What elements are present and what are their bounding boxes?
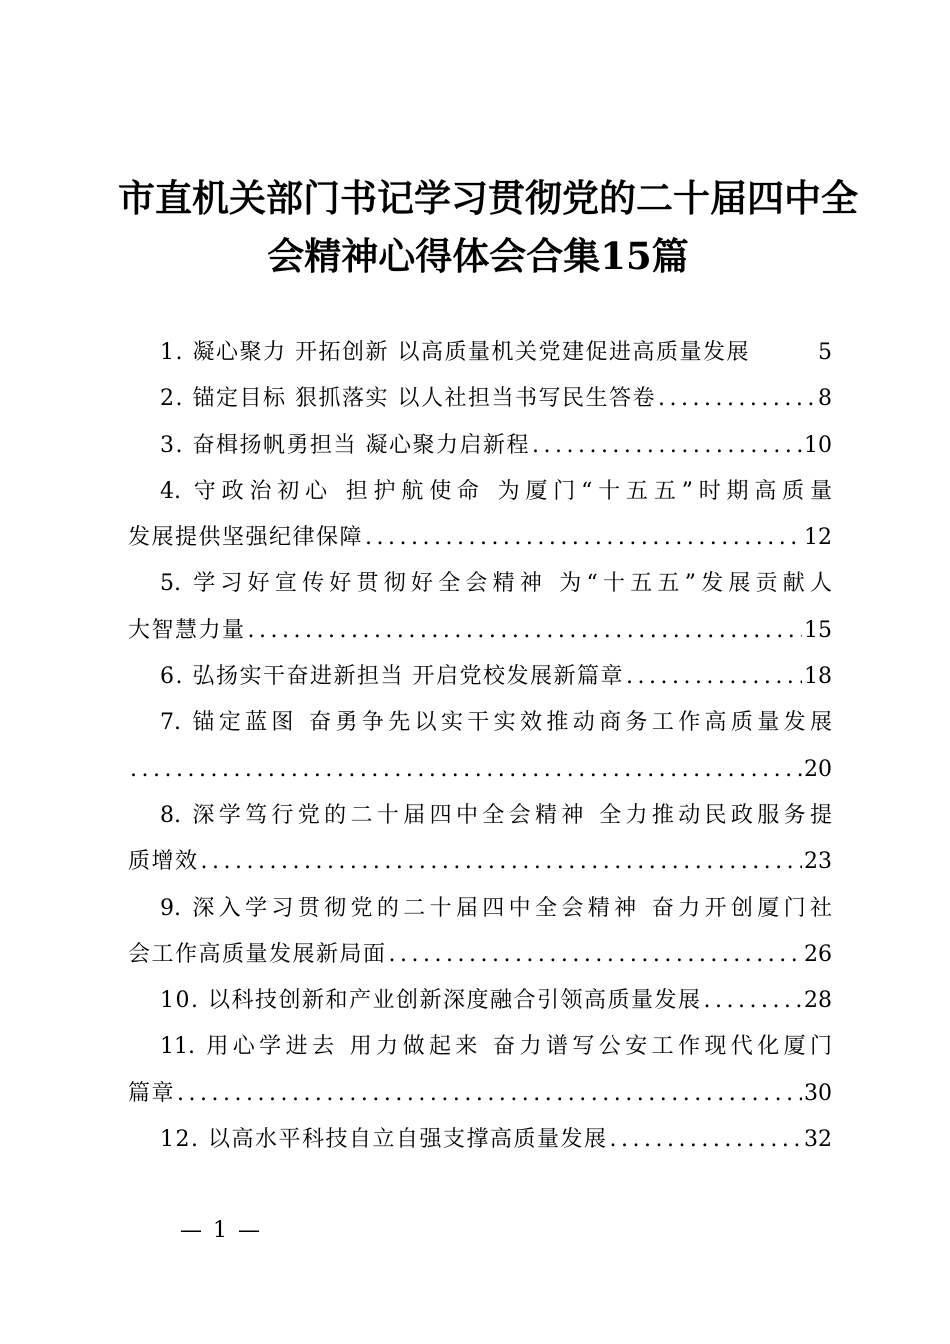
toc-page-number: 26	[804, 941, 832, 967]
toc-entry-line[interactable]	[128, 1117, 832, 1163]
document-title-line-2: 会精神心得体会合集15篇	[267, 234, 689, 278]
toc-entry-line[interactable]	[128, 654, 832, 700]
toc-entry-text: 篇章	[128, 1080, 176, 1106]
toc-entry-line[interactable]	[128, 839, 832, 885]
toc-entry-text: 10. 以科技创新和产业创新深度融合引领高质量发展	[160, 988, 702, 1014]
toc-page-number: 12	[804, 525, 832, 551]
toc-entry-line[interactable]	[128, 608, 832, 654]
toc-entry-line[interactable]	[128, 793, 832, 839]
toc-leader-dots	[389, 932, 802, 978]
page-number: — 1 —	[180, 1218, 262, 1243]
toc-entry-text: 会工作高质量发展新局面	[128, 941, 387, 967]
toc-entry-line[interactable]	[128, 469, 832, 515]
toc-page-number: 8	[818, 386, 832, 412]
toc-leader-dots	[532, 423, 802, 469]
toc-entry-text: 质增效	[128, 849, 199, 875]
toc-page-number: 15	[804, 617, 832, 643]
toc-page-number: 18	[804, 664, 832, 690]
toc-page-number: 28	[804, 988, 832, 1014]
toc-entry-line[interactable]	[128, 561, 832, 607]
toc-entry-line[interactable]	[128, 515, 832, 561]
table-of-contents	[128, 330, 832, 1163]
toc-entry-text: 5. 学习好宣传好贯彻好全会精神 为“十五五”发展贡献人	[160, 571, 832, 597]
toc-entry-line[interactable]	[128, 1024, 832, 1070]
toc-entry-line[interactable]	[128, 423, 832, 469]
toc-entry-line[interactable]	[128, 700, 832, 746]
toc-entry-text: 7. 锚定蓝图 奋勇争先以实干实效推动商务工作高质量发展	[160, 710, 832, 736]
toc-leader-dots	[658, 376, 816, 422]
toc-leader-dots	[703, 978, 802, 1024]
toc-entry-line[interactable]	[128, 376, 832, 422]
toc-page-number: 5	[818, 340, 832, 365]
toc-entry-line[interactable]	[128, 330, 832, 376]
toc-entry-text: 11. 用心学进去 用力做起来 奋力谱写公安工作现代化厦门	[160, 1034, 832, 1060]
toc-page-number: 30	[804, 1080, 832, 1106]
toc-page-number: 23	[804, 849, 832, 875]
toc-leader-dots	[248, 608, 802, 654]
toc-entry-text: 9. 深入学习贯彻党的二十届四中全会精神 奋力开创厦门社	[160, 895, 832, 921]
toc-entry-text: 4. 守政治初心 担护航使命 为厦门“十五五”时期高质量	[160, 478, 832, 504]
toc-entry-text: 3. 奋楫扬帆勇担当 凝心聚力启新程	[160, 432, 530, 458]
document-title-line-1: 市直机关部门书记学习贯彻党的二十届四中全	[118, 176, 858, 220]
toc-page-number: 32	[804, 1127, 832, 1153]
toc-leader-dots	[609, 1117, 802, 1163]
toc-page-number: 20	[804, 756, 832, 782]
toc-entry-line[interactable]	[128, 932, 832, 978]
toc-entry-text: 大智慧力量	[128, 617, 246, 643]
toc-entry-line[interactable]	[128, 747, 832, 793]
toc-entry-text: 8. 深学笃行党的二十届四中全会精神 全力推动民政服务提	[160, 802, 832, 828]
toc-leader-dots	[177, 1071, 802, 1117]
toc-leader-dots	[626, 654, 802, 700]
toc-entry-line[interactable]	[128, 1071, 832, 1117]
toc-entry-text: 2. 锚定目标 狠抓落实 以人社担当书写民生答卷	[160, 386, 656, 412]
toc-entry-text: 发展提供坚强纪律保障	[128, 525, 364, 551]
toc-page-number: 10	[804, 432, 832, 458]
toc-entry-text: 1. 凝心聚力 开拓创新 以高质量机关党建促进高质量发展	[160, 340, 750, 365]
toc-entry-line[interactable]	[128, 886, 832, 932]
toc-leader-dots	[130, 747, 802, 793]
toc-leader-dots	[365, 515, 802, 561]
toc-entry-line[interactable]	[128, 978, 832, 1024]
toc-leader-dots	[201, 839, 802, 885]
toc-entry-text: 6. 弘扬实干奋进新担当 开启党校发展新篇章	[160, 664, 624, 690]
toc-entry-text: 12. 以高水平科技自立自强支撑高质量发展	[160, 1127, 608, 1153]
